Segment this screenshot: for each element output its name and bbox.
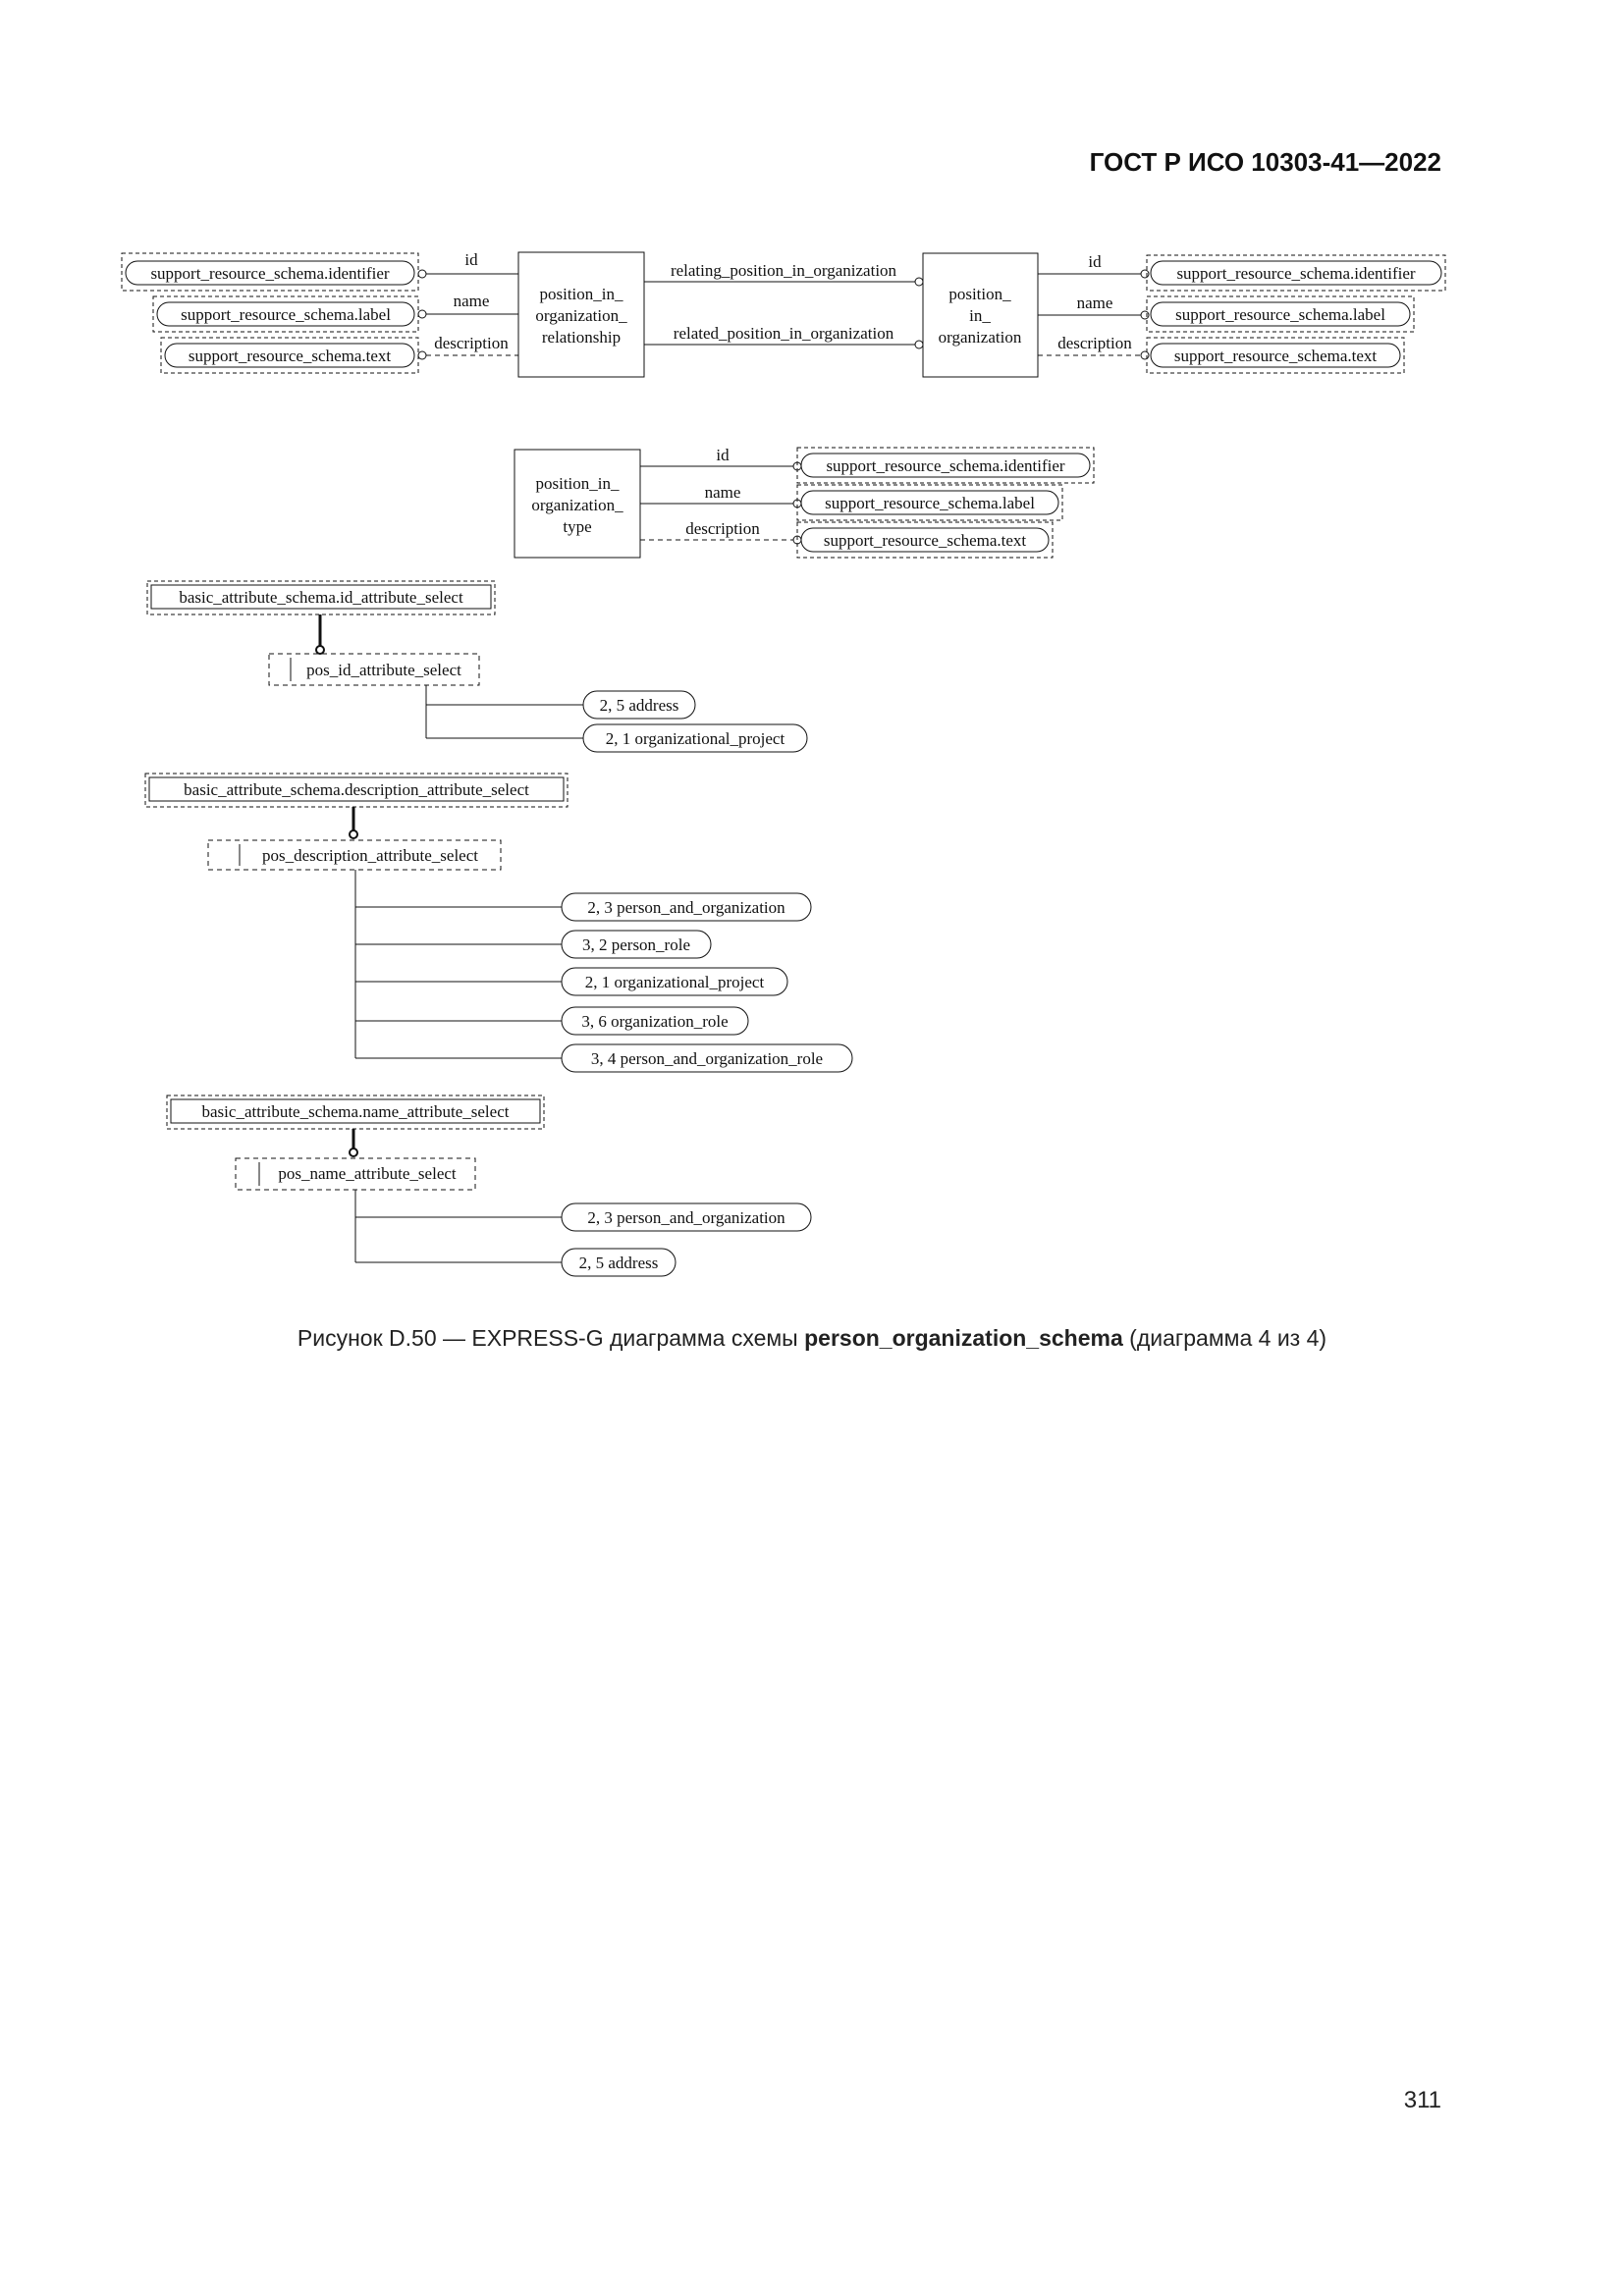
svg-text:2, 3 person_and_organization: 2, 3 person_and_organization (587, 1208, 785, 1227)
svg-text:pos_name_attribute_select: pos_name_attribute_select (278, 1164, 457, 1183)
document-header: ГОСТ Р ИСО 10303-41—2022 (1089, 147, 1441, 177)
svg-text:2, 5 address: 2, 5 address (599, 696, 679, 715)
select-description-item-person-role (562, 931, 711, 958)
link-related: related_position_in_organization (673, 324, 894, 343)
select-id-item-organizational-project (583, 724, 807, 752)
ref-label-left (153, 296, 418, 332)
attr-id-rel: id (464, 250, 478, 269)
page-number: 311 (1403, 2087, 1441, 2113)
svg-text:3, 6 organization_role: 3, 6 organization_role (581, 1012, 729, 1031)
caption-prefix: Рисунок D.50 — EXPRESS-G диаграмма схемы (297, 1325, 805, 1351)
entity-position-in-organization-type (514, 450, 640, 558)
svg-text:organization_: organization_ (535, 306, 627, 325)
svg-text:pos_description_attribute_sele: pos_description_attribute_select (262, 846, 478, 865)
select-id-item-address (583, 691, 695, 719)
ref-identifier-type (797, 448, 1094, 483)
select-parent-id (147, 581, 495, 614)
svg-text:support_resource_schema.text: support_resource_schema.text (823, 531, 1027, 550)
svg-text:support_resource_schema.identi: support_resource_schema.identifier (826, 456, 1065, 475)
ref-identifier-right (1147, 255, 1445, 291)
attr-description-type: description (685, 519, 760, 538)
ref-text-type (797, 522, 1053, 558)
select-parent-name (167, 1095, 544, 1129)
svg-text:pos_id_attribute_select: pos_id_attribute_select (306, 661, 461, 679)
svg-text:support_resource_schema.identi: support_resource_schema.identifier (150, 264, 390, 283)
svg-text:2, 3 person_and_organization: 2, 3 person_and_organization (587, 898, 785, 917)
attr-id-pos: id (1088, 252, 1102, 271)
svg-text:position_in_: position_in_ (535, 474, 620, 493)
select-pos-id (269, 654, 479, 685)
svg-text:support_resource_schema.label: support_resource_schema.label (825, 494, 1035, 512)
select-pos-description (208, 840, 501, 870)
select-description-item-person-and-organization (562, 893, 811, 921)
svg-text:basic_attribute_schema.name_at: basic_attribute_schema.name_attribute_select (201, 1102, 510, 1121)
ref-label-right (1147, 296, 1414, 332)
caption-suffix: (диаграмма 4 из 4) (1122, 1325, 1327, 1351)
svg-text:basic_attribute_schema.id_attr: basic_attribute_schema.id_attribute_select (179, 588, 463, 607)
svg-text:basic_attribute_schema.descrip: basic_attribute_schema.description_attribute_select (184, 780, 529, 799)
ref-text-left (161, 338, 418, 373)
ref-identifier-left (122, 253, 418, 291)
entity-position-in-organization-relationship (518, 252, 644, 377)
svg-text:support_resource_schema.label: support_resource_schema.label (181, 305, 391, 324)
entity-position-in-organization (923, 253, 1038, 377)
svg-text:in_: in_ (969, 306, 991, 325)
attr-name-pos: name (1076, 294, 1113, 312)
figure-caption (0, 1325, 1624, 1352)
select-description-item-organization-role (562, 1007, 748, 1035)
link-relating: relating_position_in_organization (670, 261, 897, 280)
attr-id-type: id (716, 446, 730, 464)
svg-text:3, 4 person_and_organization_r: 3, 4 person_and_organization_role (590, 1049, 824, 1068)
svg-text:support_resource_schema.label: support_resource_schema.label (1175, 305, 1385, 324)
select-description-item-organizational-project (562, 968, 787, 995)
select-pos-name (236, 1158, 475, 1190)
attr-description-rel: description (434, 334, 509, 352)
select-name-item-person-and-organization (562, 1203, 811, 1231)
svg-text:relationship: relationship (541, 328, 622, 347)
select-name-item-address (562, 1249, 676, 1276)
svg-text:support_resource_schema.text: support_resource_schema.text (188, 347, 392, 365)
attr-name-type: name (704, 483, 741, 502)
attr-name-rel: name (453, 292, 490, 310)
svg-text:organization: organization (938, 328, 1022, 347)
svg-text:support_resource_schema.identi: support_resource_schema.identifier (1176, 264, 1416, 283)
ref-text-right (1147, 338, 1404, 373)
svg-text:2, 1 organizational_project: 2, 1 organizational_project (605, 729, 785, 748)
caption-schema-name: person_organization_schema (804, 1325, 1123, 1351)
svg-text:2, 5 address: 2, 5 address (578, 1254, 659, 1272)
select-description-item-person-and-organization-role (562, 1044, 852, 1072)
svg-text:organization_: organization_ (531, 496, 623, 514)
svg-text:support_resource_schema.text: support_resource_schema.text (1173, 347, 1378, 365)
svg-text:position_in_: position_in_ (539, 285, 623, 303)
svg-text:3, 2 person_role: 3, 2 person_role (581, 935, 691, 954)
ref-label-type (797, 485, 1062, 520)
attr-description-pos: description (1057, 334, 1132, 352)
svg-text:position_: position_ (948, 285, 1011, 303)
select-parent-description (145, 774, 568, 807)
svg-text:type: type (563, 517, 592, 536)
svg-text:2, 1 organizational_project: 2, 1 organizational_project (584, 973, 765, 991)
